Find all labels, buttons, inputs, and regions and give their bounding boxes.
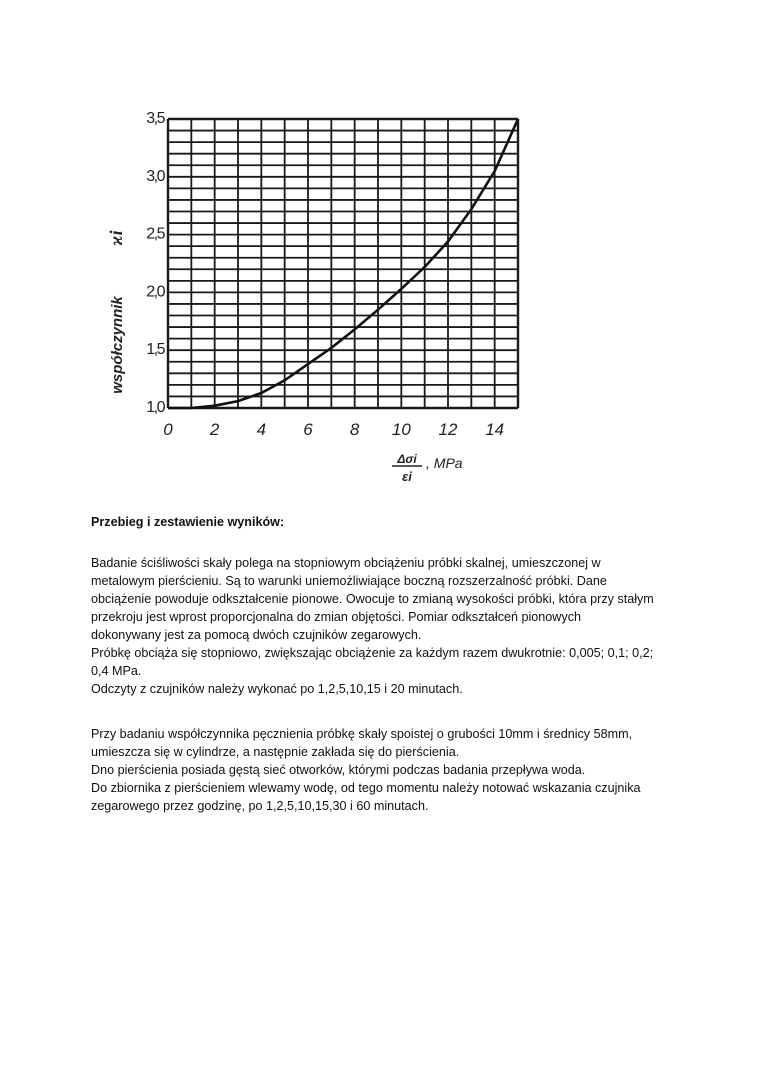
paragraph-line: obciążenie powoduje odkształcenie pionowe. Owocuje to zmianą wysokości próbki, która przy stałym (91, 592, 654, 606)
x-tick-label: 2 (209, 420, 220, 439)
y-tick-label: 3,5 (146, 110, 164, 127)
section-heading: Przebieg i zestawienie wyników: (91, 515, 285, 529)
y-tick-label: 2,0 (146, 283, 164, 301)
x-axis-label-numerator: Δσi (397, 452, 417, 466)
paragraph-line: Próbkę obciąża się stopniowo, zwiększając obciążenie za każdym razem dwukrotnie: 0,005; 0,1; 0,2; (91, 646, 654, 660)
x-axis-label-denominator: εi (402, 469, 412, 484)
x-tick-label: 8 (349, 420, 360, 439)
paragraph-line: Odczyty z czujników należy wykonać po 1,2,5,10,15 i 20 minutach. (91, 682, 463, 696)
paragraph-line: Badanie ściśliwości skały polega na stopniowym obciążeniu próbki skalnej, umieszczonej w (91, 556, 601, 570)
x-tick-labels (163, 420, 504, 439)
paragraph-line: dokonywany jest za pomocą dwóch czujników zegarowych. (91, 628, 422, 642)
x-tick-label: 6 (303, 420, 313, 439)
paragraph-line: Przy badaniu współczynnika pęcznienia próbkę skały spoistej o grubości 10mm i średnicy 58mm, (91, 727, 633, 741)
paragraph-line: umieszcza się w cylindrze, a następnie zakłada się do pierścienia. (91, 745, 460, 759)
swelling-coefficient-chart (90, 100, 530, 490)
chart-curve (168, 119, 518, 408)
paragraph-compressibility (91, 554, 691, 698)
y-tick-label: 1,0 (146, 399, 164, 416)
x-tick-label: 4 (256, 420, 267, 439)
paragraph-line: 0,4 MPa. (91, 664, 142, 678)
paragraph-swelling (91, 725, 691, 815)
y-tick-labels (146, 110, 165, 416)
y-tick-label: 2,5 (146, 225, 164, 243)
y-tick-label: 3,0 (146, 167, 164, 185)
x-tick-label: 14 (485, 420, 505, 439)
y-axis-label: współczynnik (109, 296, 126, 394)
paragraph-line: Dno pierścienia posiada gęstą sieć otworków, którymi podczas badania przepływa woda. (91, 763, 586, 777)
y-axis-symbol: ϰi (106, 230, 126, 246)
y-tick-label: 1,5 (146, 341, 164, 359)
paragraph-line: Do zbiornika z pierścieniem wlewamy wodę, od tego momentu należy notować wskazania czujnika (91, 781, 641, 795)
x-tick-label: 0 (163, 420, 173, 439)
paragraph-line: metalowym pierścieniu. Są to warunki uniemożliwiające boczną rozszerzalność próbki. Dane (91, 574, 607, 588)
paragraph-line: przekroju jest wprost proporcjonalna do zmian objętości. Pomiar odkształceń pionowych (91, 610, 582, 624)
chart-grid (168, 119, 518, 408)
x-tick-label: 10 (391, 420, 411, 439)
x-tick-label: 12 (438, 420, 458, 439)
paragraph-line: zegarowego przez godzinę, po 1,2,5,10,15,30 i 60 minutach. (91, 799, 429, 813)
x-axis-label-unit: , MPa (426, 455, 463, 471)
